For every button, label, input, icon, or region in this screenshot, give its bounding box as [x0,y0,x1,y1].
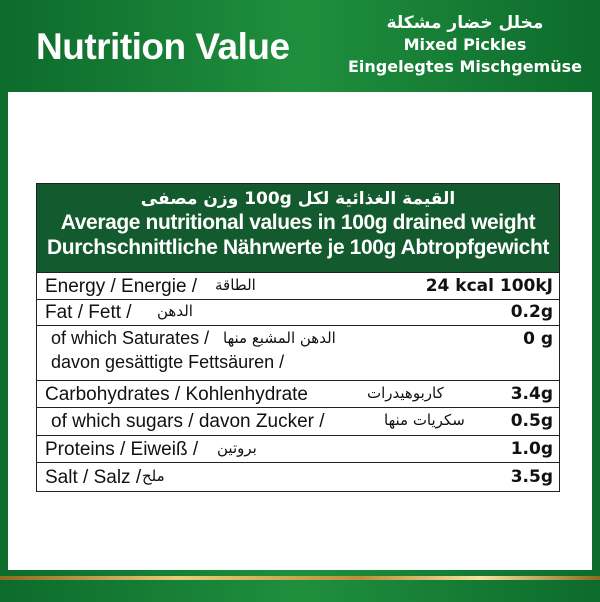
row-value: 3.5g [510,467,553,487]
page-title: Nutrition Value [36,26,290,67]
table-row-salt [37,462,559,491]
table-row-sugars [37,407,559,435]
header-banner [0,0,600,92]
product-name-german: Eingelegtes Mischgemüse [347,57,582,76]
row-label: Fat / Fett / [45,302,132,323]
product-name-block [348,12,582,78]
row-label: Proteins / Eiweiß / [45,439,199,460]
row-label: Salt / Salz / [45,467,142,488]
table-heading-german: Durchschnittliche Nährwerte je 100g Abtropfgewicht [47,236,549,259]
row-label-arabic: الدهن المشبع منها [223,329,336,347]
row-value: 24 kcal 100kJ [425,276,553,296]
row-label: Carbohydrates / Kohlenhydrate [45,384,308,405]
table-row-proteins [37,435,559,462]
table-row-energy [37,272,559,299]
row-label-arabic: سكريات منها [384,411,465,429]
table-row-fat [37,299,559,325]
table-heading-arabic: القيمة الغذائية لكل 100g وزن مصفى [140,189,456,209]
row-label-arabic: بروتين [217,439,257,457]
row-value: 3.4g [510,384,553,404]
row-value: 0 g [523,329,553,349]
row-value: 1.0g [510,439,553,459]
row-label-arabic: الطاقة [215,276,256,294]
table-row-saturates [37,325,559,380]
row-label-german: davon gesättigte Fettsäuren / [51,352,285,372]
row-label: of which sugars / davon Zucker / [51,411,325,432]
row-value: 0.2g [510,302,553,322]
nutrition-table [36,183,560,492]
table-heading [37,184,559,272]
footer-band [0,580,600,602]
row-label: of which Saturates / [51,328,210,348]
table-row-carbohydrates [37,380,559,407]
row-label-arabic: كاربوهيدرات [367,384,444,402]
row-label-arabic: ملح [142,467,165,485]
product-name-english: Mixed Pickles [403,35,527,54]
table-heading-english: Average nutritional values in 100g drained weight [60,211,536,234]
row-label-arabic: الدهن [157,302,193,320]
product-name-arabic: مخلل خضار مشكلة [386,13,544,33]
row-value: 0.5g [510,411,553,431]
row-label: Energy / Energie / [45,276,198,297]
